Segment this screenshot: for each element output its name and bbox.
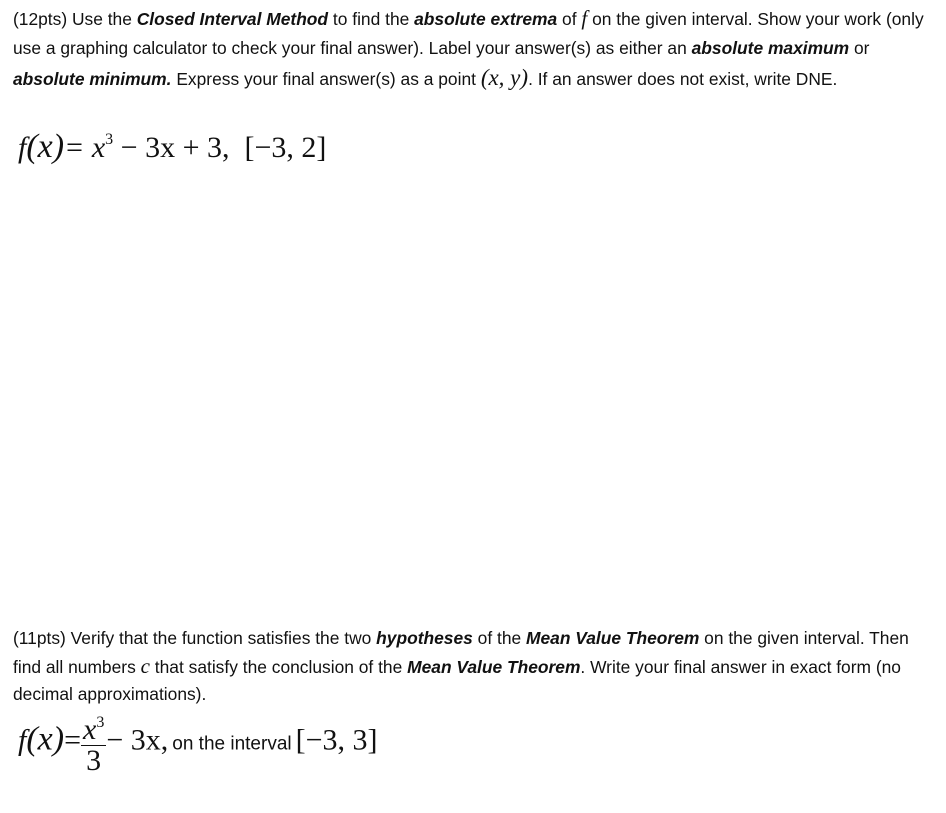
q1-points: (12pts) Use the xyxy=(13,9,132,29)
q1-text-6: . If an answer does not exist, write DNE. xyxy=(528,69,838,89)
q2-eq-num-x: x xyxy=(83,713,97,746)
q1-text-2: of xyxy=(562,9,577,29)
q1-eq-equals-x: = x xyxy=(64,131,106,164)
q2-equation xyxy=(18,712,378,782)
q1-method: Closed Interval Method xyxy=(136,9,329,29)
q2-text-2: on the given interval. Then find all numbers xyxy=(13,628,909,677)
q1-point-notation: (x, y) xyxy=(480,65,529,90)
q1-extrema: absolute extrema xyxy=(414,9,558,29)
q2-eq-f: f xyxy=(18,723,27,757)
q2-mvt: Mean Value Theorem xyxy=(526,628,700,648)
q2-c-symbol: c xyxy=(140,653,150,678)
q2-eq-den: 3 xyxy=(86,744,102,777)
q2-text-4: . Write your final answer in exact form (no decimal approximations). xyxy=(13,656,901,704)
q2-text-3: that satisfy the conclusion of the xyxy=(154,656,403,677)
question-1-text xyxy=(13,4,931,94)
q2-hypotheses: hypotheses xyxy=(376,628,473,648)
q1-text-1: to find the xyxy=(332,9,410,29)
q1-absolute-minimum: absolute minimum. xyxy=(13,69,172,89)
q2-eq-num-exp: 3 xyxy=(96,714,105,731)
q2-points: (11pts) Verify that the function satisfies the two xyxy=(13,628,372,648)
q2-eq-x: (x) xyxy=(26,720,65,758)
q2-eq-rest: − 3x, xyxy=(106,723,169,757)
q2-eq-fraction xyxy=(81,708,106,776)
q1-eq-x: (x) xyxy=(26,128,65,165)
q2-eq-on-interval: on the interval xyxy=(172,733,292,755)
q2-mvt-2: Mean Value Theorem xyxy=(407,656,581,677)
q1-text-3: on the given interval. Show your work (only use a graphing calculator to check your final answer). Label your answer(s) as either an xyxy=(13,9,924,58)
q1-text-5: Express your final answer(s) as a point xyxy=(176,69,476,89)
q2-eq-interval: [−3, 3] xyxy=(295,723,378,757)
q1-eq-rest: − 3x + 3, xyxy=(120,131,230,164)
q1-equation xyxy=(18,128,326,166)
q1-eq-f: f xyxy=(18,131,27,164)
q1-absolute-maximum: absolute maximum xyxy=(691,38,850,58)
q1-text-4: or xyxy=(853,38,870,58)
q1-eq-exponent: 3 xyxy=(105,131,114,148)
q2-text-1: of the xyxy=(477,628,522,648)
q2-eq-equals: = xyxy=(64,723,82,757)
question-2-text xyxy=(13,625,931,709)
q1-f-symbol: f xyxy=(581,6,588,30)
q1-eq-interval: [−3, 2] xyxy=(244,131,327,164)
